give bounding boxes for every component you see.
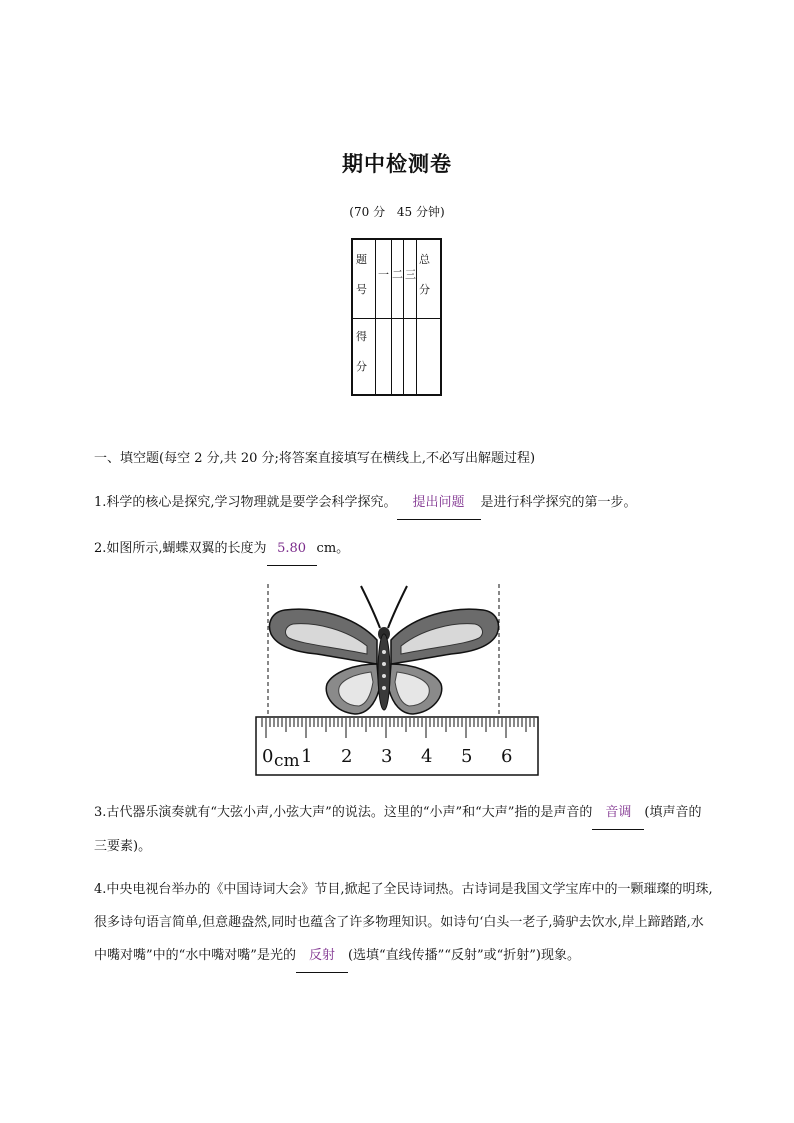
answer-blank-2: 5.80: [267, 532, 317, 566]
butterfly-figure-svg: [255, 580, 540, 778]
exam-info: [0, 203, 794, 220]
ruler-unit-label: cm: [274, 751, 300, 771]
score-table: [351, 238, 442, 396]
col-1-header: 一: [378, 268, 389, 281]
butterfly-icon: [270, 586, 499, 714]
ruler-tick-label: 6: [501, 746, 513, 767]
answer-blank-3: 音调: [592, 796, 644, 830]
col-3-header: 三: [405, 268, 416, 281]
question-4: 4.中央电视台举办的《中国诗词大会》节目,掀起了全民诗词热。古诗词是我国文学宝库中的一颗璀璨的明珠,很多诗句语言简单,但意趣盎然,同时也蕴含了许多物理知识。如诗句‘白头一老子,骑驴去饮水,岸上蹄踏踏,水中嘴对嘴”中的“水中嘴对嘴”是光的 反射 (选填“直线传播”“反射”或“折射”)现象。: [94, 873, 714, 973]
row-header-question: 题 号: [356, 253, 367, 296]
question-2: 2.如图所示,蝴蝶双翼的长度为 5.80 cm。: [94, 532, 714, 566]
col-2-header: 二: [392, 268, 403, 281]
question-3: 3.古代器乐演奏就有“大弦小声,小弦大声”的说法。这里的“小声”和“大声”指的是声音的 音调 (填声音的三要素)。: [94, 796, 714, 863]
page-title: 期中检测卷: [342, 151, 452, 176]
ruler-tick-label: 2: [341, 746, 353, 767]
ruler-tick-label: 4: [421, 746, 433, 767]
question-1: 1.科学的核心是探究,学习物理就是要学会科学探究。 提出问题 是进行科学探究的第一步。: [94, 486, 714, 520]
score-info: (70 分: [349, 205, 386, 219]
answer-blank-4: 反射: [296, 939, 348, 973]
answer-blank-1: 提出问题: [397, 486, 481, 520]
total-header: 总 分: [419, 253, 430, 296]
ruler-tick-label: 0: [262, 746, 274, 767]
row-header-score: 得 分: [356, 330, 367, 373]
butterfly-ruler-figure: [255, 580, 540, 778]
time-info: 45 分钟): [396, 205, 445, 219]
section-1-heading: 一、填空题(每空 2 分,共 20 分;将答案直接填写在横线上,不必写出解题过程): [94, 451, 536, 466]
ruler-tick-label: 5: [461, 746, 473, 767]
ruler-tick-label: 1: [301, 746, 313, 767]
ruler-tick-label: 3: [381, 746, 393, 767]
